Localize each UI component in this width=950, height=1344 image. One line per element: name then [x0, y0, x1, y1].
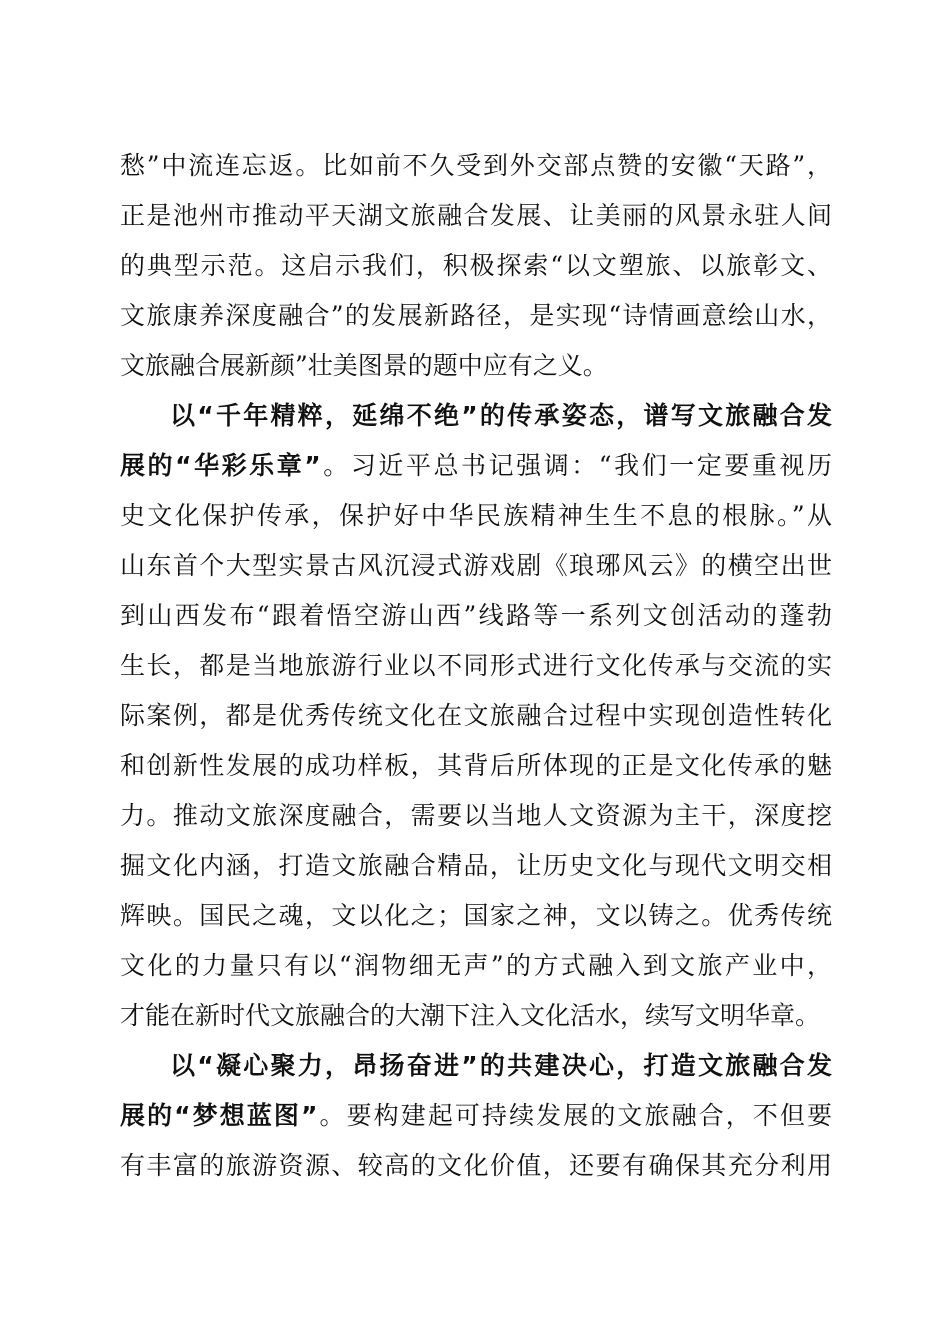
paragraph-line: 力。推动文旅深度融合，需要以当地人文资源为主干，深度挖	[120, 801, 832, 830]
section-heading-end: 展的“华彩乐章”	[120, 451, 321, 480]
paragraph-line: 愁”中流连忘返。比如前不久受到外交部点赞的安徽“天路”，	[120, 151, 832, 180]
paragraph-text: 。要构建起可持续发展的文旅融合，不但要	[317, 1101, 832, 1130]
paragraph-line: 文化的力量只有以“润物细无声”的方式融入到文旅产业中，	[120, 951, 832, 980]
paragraph-text: 。习近平总书记强调：“我们一定要重视历	[320, 451, 832, 480]
paragraph-line: 生长，都是当地旅游行业以不同形式进行文化传承与交流的实	[120, 651, 832, 680]
paragraph-line: 到山西发布“跟着悟空游山西”线路等一系列文创活动的蓬勃	[120, 601, 832, 630]
section-heading: 以“凝心聚力，昂扬奋进”的共建决心，打造文旅融合发	[170, 1051, 832, 1080]
paragraph-line: 史文化保护传承，保护好中华民族精神生生不息的根脉。”从	[120, 501, 832, 530]
paragraph-line: 和创新性发展的成功样板，其背后所体现的正是文化传承的魅	[120, 751, 832, 780]
paragraph-line: 文旅融合展新颜”壮美图景的题中应有之义。	[120, 351, 608, 380]
paragraph-line: 有丰富的旅游资源、较高的文化价值，还要有确保其充分利用	[120, 1151, 832, 1180]
paragraph-line: 才能在新时代文旅融合的大潮下注入文化活水，续写文明华章。	[120, 1001, 821, 1030]
section-heading-end: 展的“梦想蓝图”	[120, 1101, 318, 1130]
paragraph-line: 文旅康养深度融合”的发展新路径，是实现“诗情画意绘山水，	[120, 301, 832, 330]
paragraph-line: 的典型示范。这启示我们，积极探索“以文塑旅、以旅彰文、	[120, 251, 832, 280]
section-heading: 以“千年精粹，延绵不绝”的传承姿态，谱写文旅融合发	[170, 401, 832, 430]
section-heading-continuation	[120, 441, 832, 491]
paragraph-line: 山东首个大型实景古风沉浸式游戏剧《琅琊风云》的横空出世	[120, 551, 832, 580]
paragraph-line: 掘文化内涵，打造文旅融合精品，让历史文化与现代文明交相	[120, 851, 832, 880]
section-heading-continuation	[120, 1091, 832, 1141]
paragraph-line: 际案例，都是优秀传统文化在文旅融合过程中实现创造性转化	[120, 701, 832, 730]
paragraph-line: 正是池州市推动平天湖文旅融合发展、让美丽的风景永驻人间	[120, 201, 832, 230]
paragraph-line: 辉映。国民之魂，文以化之；国家之神，文以铸之。优秀传统	[120, 901, 832, 930]
